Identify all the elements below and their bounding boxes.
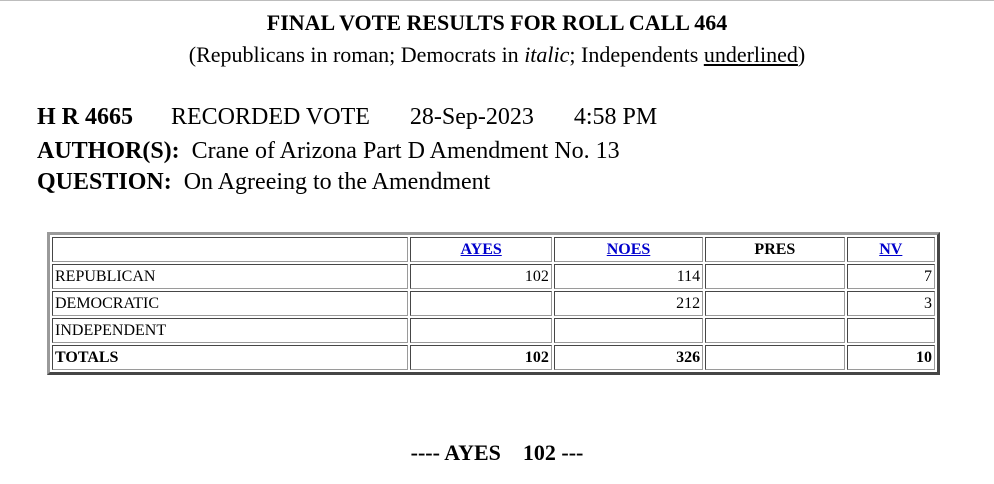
totals-nv: 10 <box>847 345 935 370</box>
noes-cell: 212 <box>554 291 703 316</box>
ayes-cell <box>410 318 551 343</box>
nv-link[interactable]: NV <box>879 240 903 258</box>
party-cell: REPUBLICAN <box>52 264 408 289</box>
nv-cell <box>847 318 935 343</box>
party-cell: INDEPENDENT <box>52 318 408 343</box>
vote-results-table <box>47 232 940 375</box>
header-noes <box>554 237 703 262</box>
header-ayes <box>410 237 551 262</box>
legend-open: (Republicans in roman; Democrats in <box>188 42 525 67</box>
party-legend <box>0 42 994 68</box>
table-row <box>52 264 935 289</box>
noes-cell <box>554 318 703 343</box>
noes-cell: 114 <box>554 264 703 289</box>
header-nv <box>847 237 935 262</box>
page-title: FINAL VOTE RESULTS FOR ROLL CALL 464 <box>266 10 728 35</box>
legend-middle: ; Independents <box>569 42 704 67</box>
ayes-link[interactable]: AYES <box>460 240 502 258</box>
pres-cell <box>705 318 844 343</box>
legend-italic: italic <box>524 42 570 67</box>
totals-row <box>52 345 935 370</box>
vote-info-line <box>37 104 657 131</box>
vote-type: RECORDED VOTE <box>171 104 370 130</box>
nv-cell: 3 <box>847 291 935 316</box>
question-value: On Agreeing to the Amendment <box>183 169 491 195</box>
author-value: Crane of Arizona Part D Amendment No. 13 <box>191 138 620 164</box>
question-label: QUESTION: <box>37 169 172 195</box>
pres-cell <box>705 264 844 289</box>
noes-link[interactable]: NOES <box>606 240 651 258</box>
totals-ayes: 102 <box>410 345 551 370</box>
totals-label: TOTALS <box>52 345 408 370</box>
ayes-cell <box>410 291 551 316</box>
party-cell: DEMOCRATIC <box>52 291 408 316</box>
ayes-cell: 102 <box>410 264 551 289</box>
table-row <box>52 291 935 316</box>
totals-noes: 326 <box>554 345 703 370</box>
bill-id: H R 4665 <box>37 104 133 130</box>
pres-cell <box>705 291 844 316</box>
header-pres: PRES <box>705 237 844 262</box>
nv-cell: 7 <box>847 264 935 289</box>
legend-underlined: underlined <box>703 42 798 67</box>
top-rule <box>0 0 994 1</box>
vote-time: 4:58 PM <box>573 104 658 130</box>
totals-pres <box>705 345 844 370</box>
legend-close: ) <box>797 42 806 67</box>
vote-date: 28-Sep-2023 <box>409 104 534 130</box>
question-line <box>37 169 490 196</box>
table-header-row <box>52 237 935 262</box>
table-row <box>52 318 935 343</box>
author-line <box>37 138 620 165</box>
header-party <box>52 237 408 262</box>
author-label: AUTHOR(S): <box>37 138 180 164</box>
ayes-summary-heading: ---- AYES 102 --- <box>410 440 584 465</box>
